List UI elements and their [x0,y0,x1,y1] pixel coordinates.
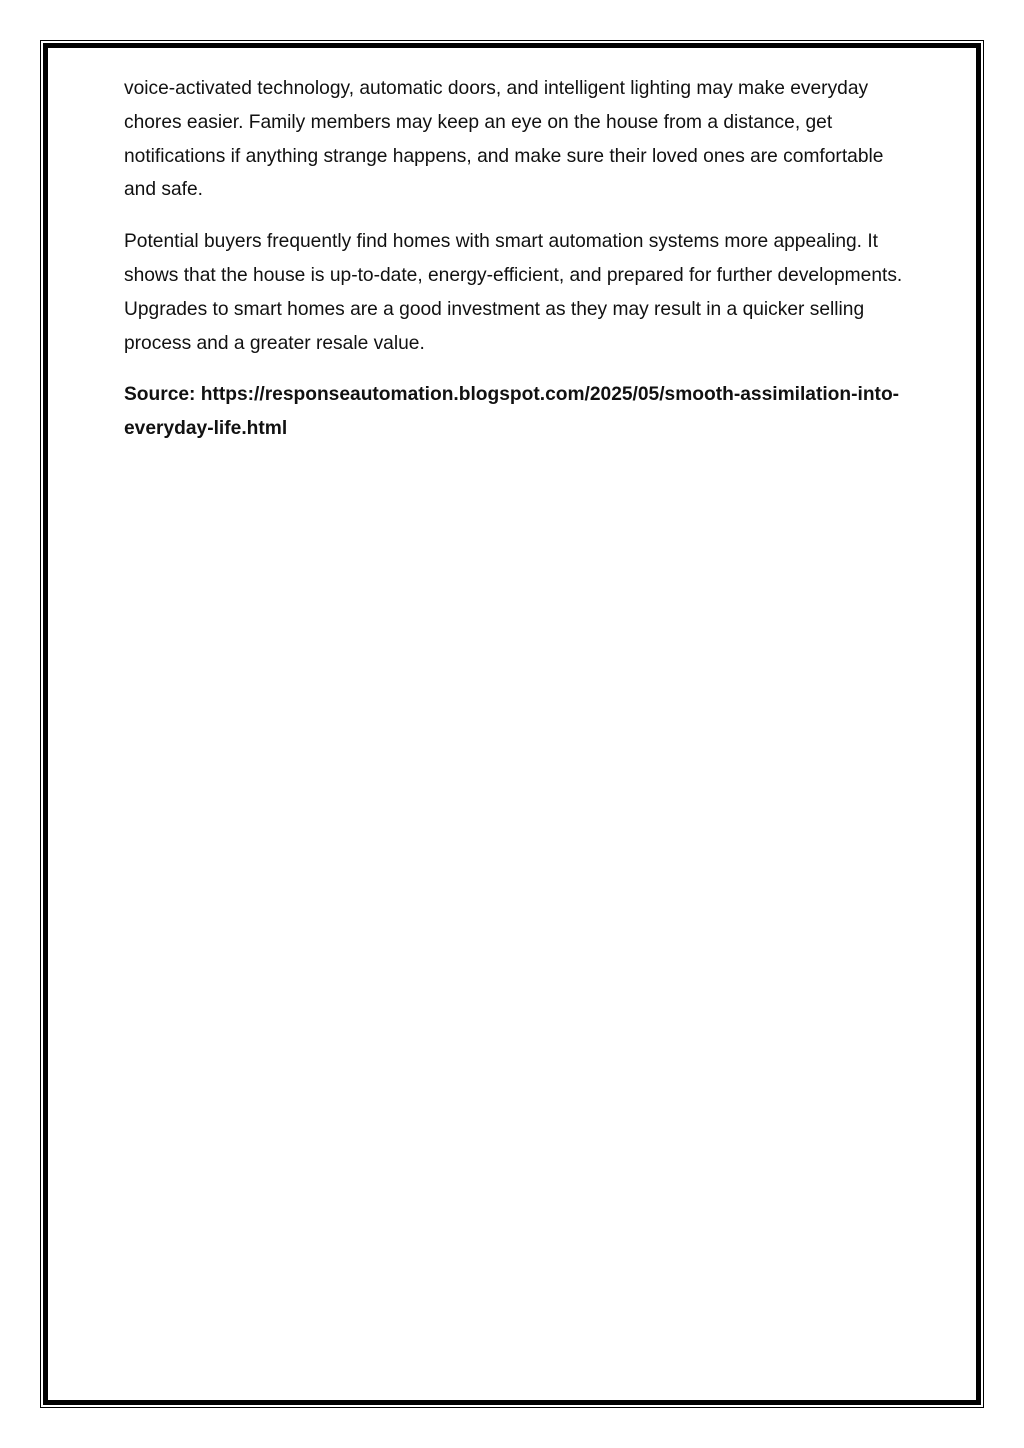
paragraph-smart-features: voice-activated technology, automatic doors, and intelligent lighting may make everyday chores easier. Family members may keep an eye on the house from a distance, get notifications if anything strange happens, and make sure their loved ones are comfortable and safe. [124,78,884,201]
source-citation: Source: https://responseautomation.blogspot.com/2025/05/smooth-assimilation-into-everyday-life.html [124,384,900,440]
document-body [124,72,904,464]
paragraph-resale-value: Potential buyers frequently find homes with smart automation systems more appealing. It shows that the house is up-to-date, energy-efficient, and prepared for further developments. Upgrades to smart homes are a good investment as they may result in a quicker selling process and a greater resale value. [124,231,903,354]
